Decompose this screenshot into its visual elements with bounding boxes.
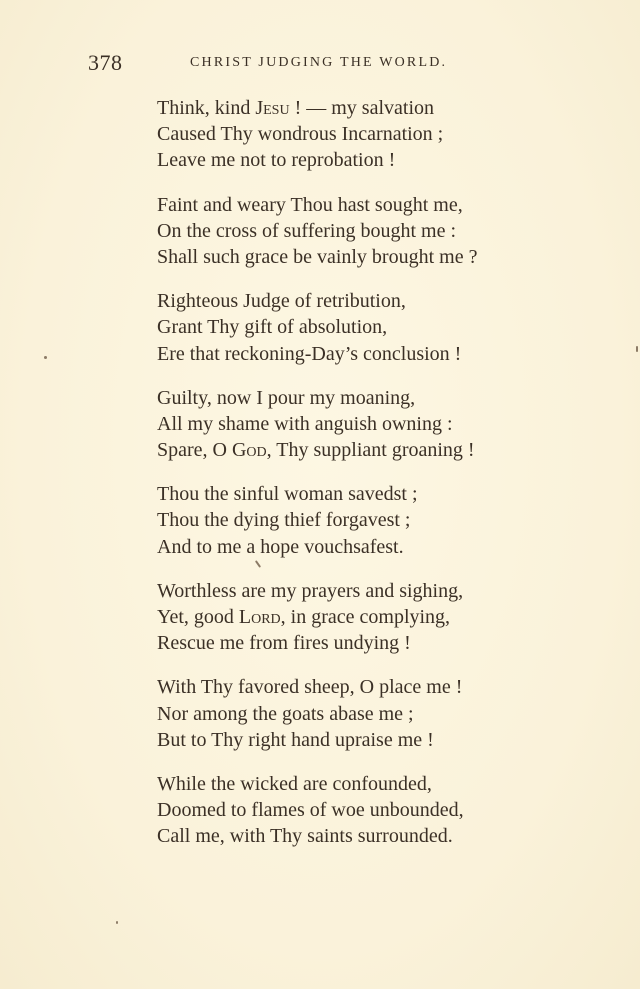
page-number: 378 bbox=[88, 50, 123, 75]
poem-line bbox=[157, 341, 577, 367]
poem-line bbox=[157, 411, 577, 437]
poem-line bbox=[157, 701, 577, 727]
line-text: Think, kind bbox=[157, 97, 256, 119]
poem-line bbox=[157, 727, 577, 753]
stanza bbox=[157, 288, 577, 367]
line-text: And to me a hope vouchsafest. bbox=[157, 535, 404, 558]
line-text: Yet, good bbox=[157, 606, 239, 628]
line-text: Doomed to flames of woe unbounded, bbox=[157, 799, 464, 822]
poem-line bbox=[157, 218, 577, 244]
poem-line bbox=[157, 674, 577, 700]
line-text: Call me, with Thy saints surrounded. bbox=[157, 825, 453, 848]
line-text: Worthless are my prayers and sighing, bbox=[157, 579, 464, 602]
line-text: But to Thy right hand upraise me ! bbox=[157, 728, 434, 751]
small-caps-word: Lord bbox=[238, 606, 281, 628]
small-caps-word: God bbox=[231, 439, 267, 462]
poem-line bbox=[157, 507, 577, 533]
line-text: Shall such grace be vainly brought me ? bbox=[157, 245, 478, 268]
poem-line bbox=[157, 314, 577, 340]
line-text: ! — my salvation bbox=[289, 97, 435, 119]
line-text: Righteous Judge of retribution, bbox=[157, 290, 406, 313]
poem-line bbox=[157, 192, 577, 218]
stanza bbox=[157, 192, 577, 271]
poem-line bbox=[157, 288, 577, 314]
stanza bbox=[157, 95, 577, 174]
line-text: Ere that reckoning-Day’s conclusion ! bbox=[157, 342, 462, 365]
paper-speck bbox=[44, 356, 47, 359]
line-text: On the cross of suffering bought me : bbox=[157, 219, 457, 242]
poem-line bbox=[157, 771, 577, 797]
line-text: Spare, O bbox=[157, 439, 232, 462]
poem-line bbox=[157, 437, 577, 463]
stanza bbox=[157, 385, 577, 464]
paper-speck bbox=[636, 346, 638, 352]
poem-line bbox=[157, 481, 577, 507]
poem-line bbox=[157, 147, 577, 173]
line-text: Guilty, now I pour my moaning, bbox=[157, 386, 416, 409]
line-text: Nor among the goats abase me ; bbox=[157, 702, 414, 725]
running-title: CHRIST JUDGING THE WORLD. bbox=[190, 55, 448, 70]
line-text: Thou the dying thief forgavest ; bbox=[157, 509, 411, 532]
poem-line bbox=[157, 630, 577, 656]
stanza bbox=[157, 771, 577, 850]
poem-line bbox=[157, 797, 577, 823]
line-text: Caused Thy wondrous Incarnation ; bbox=[157, 123, 444, 146]
page-header bbox=[88, 50, 528, 76]
poem-line bbox=[157, 604, 577, 630]
poem-line bbox=[157, 244, 577, 270]
line-text: While the wicked are confounded, bbox=[157, 772, 432, 795]
poem-line bbox=[157, 578, 577, 604]
stanza bbox=[157, 481, 577, 560]
line-text: Leave me not to reprobation ! bbox=[157, 149, 396, 172]
poem-line bbox=[157, 823, 577, 849]
line-text: , in grace complying, bbox=[280, 606, 451, 628]
line-text: Thou the sinful woman savedst ; bbox=[157, 483, 418, 506]
poem-line bbox=[157, 385, 577, 411]
line-text: Rescue me from fires undying ! bbox=[157, 632, 411, 655]
poem-body bbox=[157, 95, 577, 868]
line-text: All my shame with anguish owning : bbox=[157, 412, 453, 435]
stanza bbox=[157, 674, 577, 753]
stanza bbox=[157, 578, 577, 657]
small-caps-word: Jesu bbox=[255, 97, 290, 119]
paper-speck bbox=[116, 921, 118, 924]
line-text: With Thy favored sheep, O place me ! bbox=[157, 676, 463, 699]
poem-line bbox=[157, 534, 577, 560]
poem-line bbox=[157, 121, 577, 147]
line-text: Grant Thy gift of absolution, bbox=[157, 316, 388, 339]
poem-line bbox=[157, 95, 577, 121]
line-text: Faint and weary Thou hast sought me, bbox=[157, 193, 463, 216]
line-text: , Thy suppliant groaning ! bbox=[266, 439, 475, 462]
